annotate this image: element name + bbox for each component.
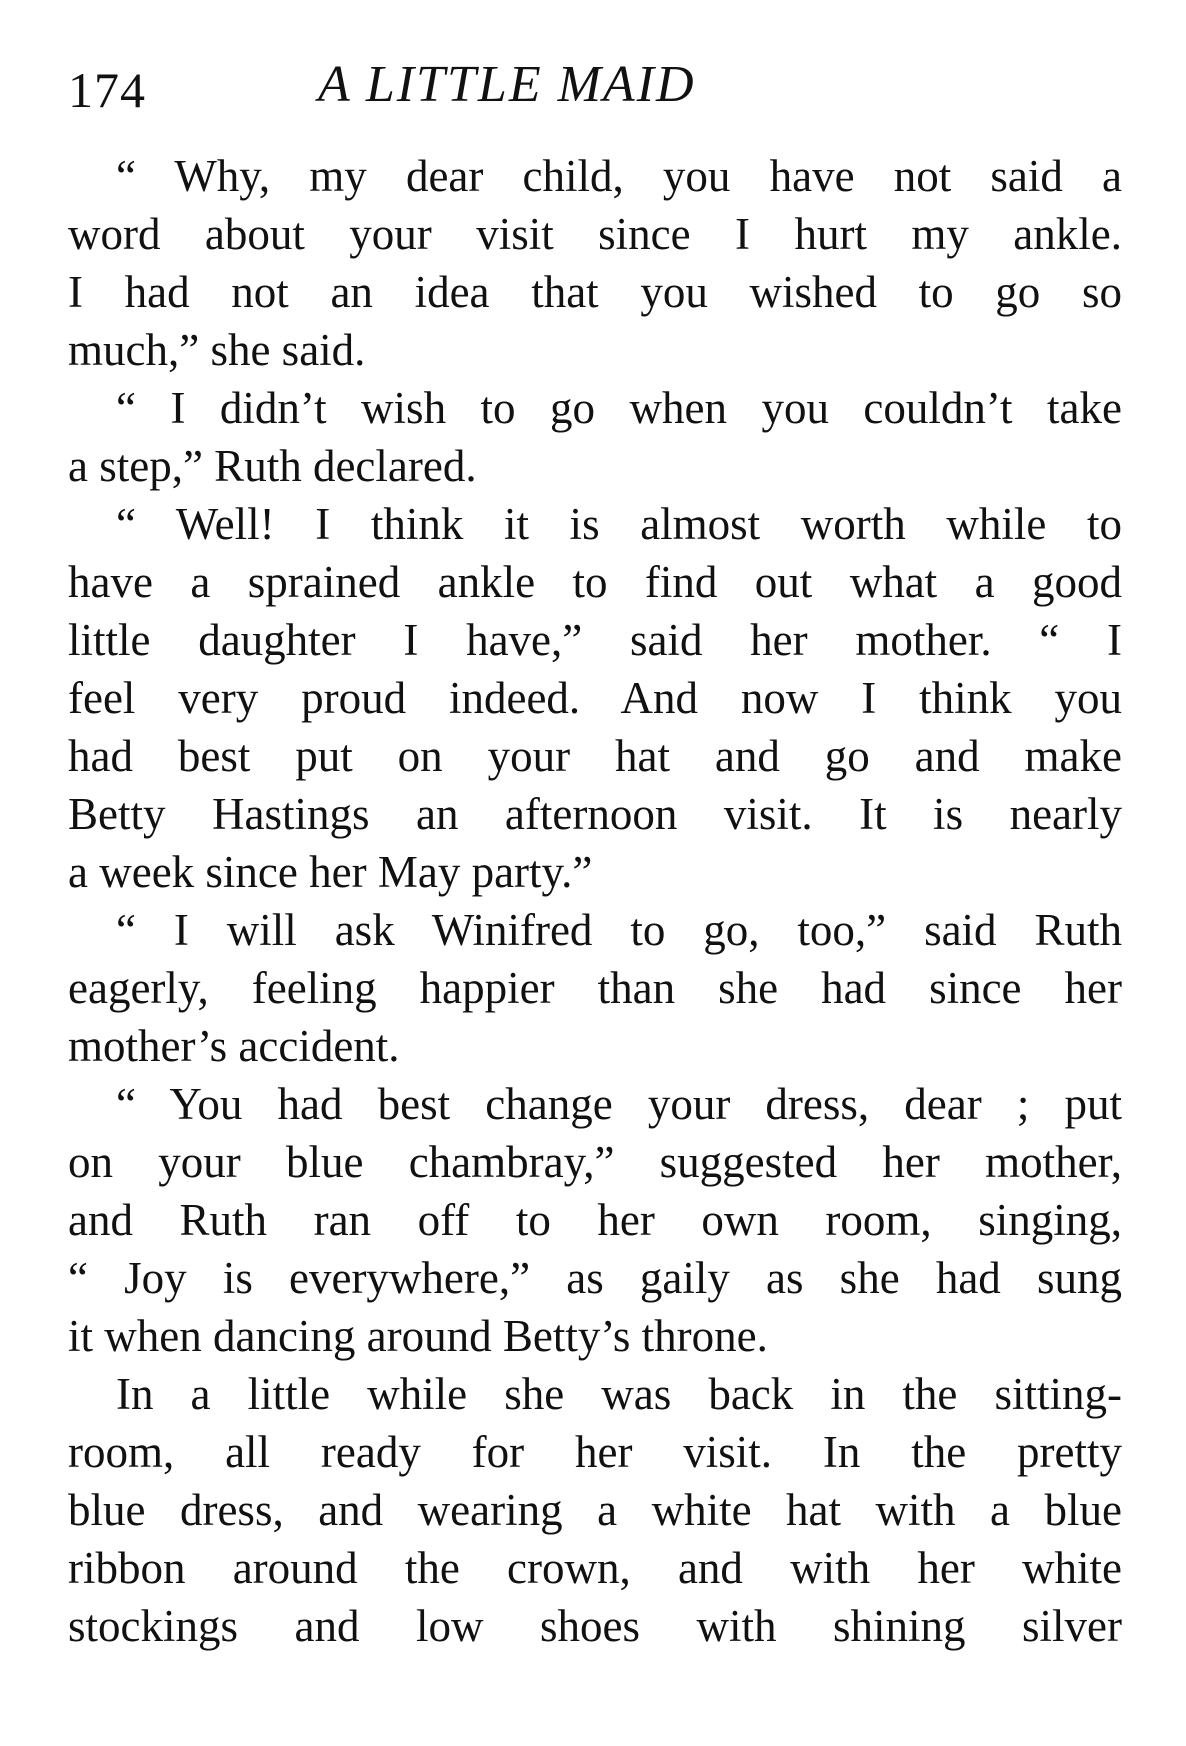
book-title: A LITTLE MAID	[318, 56, 696, 113]
text-line: mother’s accident.	[68, 1021, 400, 1071]
text-line: “ You had best change your dress, dear ; put	[116, 1079, 1122, 1129]
text-line: In a little while she was back in the sitting-	[116, 1369, 1122, 1419]
text-line: have a sprained ankle to find out what a good	[68, 557, 1122, 607]
text-line: had best put on your hat and go and make	[68, 731, 1122, 781]
text-line: Betty Hastings an afternoon visit. It is nearly	[68, 789, 1122, 839]
text-line: little daughter I have,” said her mother. “ I	[68, 615, 1122, 665]
text-line: “ Why, my dear child, you have not said a	[116, 151, 1122, 201]
text-line: I had not an idea that you wished to go so	[68, 267, 1122, 317]
text-line: blue dress, and wearing a white hat with a blue	[68, 1485, 1122, 1535]
text-line: “ I didn’t wish to go when you couldn’t take	[116, 383, 1122, 433]
text-line: a week since her May party.”	[68, 847, 593, 897]
page-number: 174	[68, 62, 146, 118]
text-line: “ Joy is everywhere,” as gaily as she had sung	[68, 1253, 1122, 1303]
text-line: a step,” Ruth declared.	[68, 441, 477, 491]
text-line: word about your visit since I hurt my ankle.	[68, 209, 1122, 259]
body-text	[68, 147, 1122, 1655]
text-line: eagerly, feeling happier than she had since her	[68, 963, 1122, 1013]
text-line: “ Well! I think it is almost worth while to	[116, 499, 1122, 549]
text-line: stockings and low shoes with shining silver	[68, 1601, 1122, 1651]
text-line: feel very proud indeed. And now I think you	[68, 673, 1122, 723]
text-line: room, all ready for her visit. In the pretty	[68, 1427, 1122, 1477]
text-line: much,” she said.	[68, 325, 366, 375]
text-line: “ I will ask Winifred to go, too,” said Ruth	[116, 905, 1122, 955]
text-line: on your blue chambray,” suggested her mother,	[68, 1137, 1122, 1187]
text-line: it when dancing around Betty’s throne.	[68, 1311, 768, 1361]
running-head	[68, 54, 1128, 124]
text-line: ribbon around the crown, and with her white	[68, 1543, 1122, 1593]
text-line: and Ruth ran off to her own room, singing,	[68, 1195, 1122, 1245]
